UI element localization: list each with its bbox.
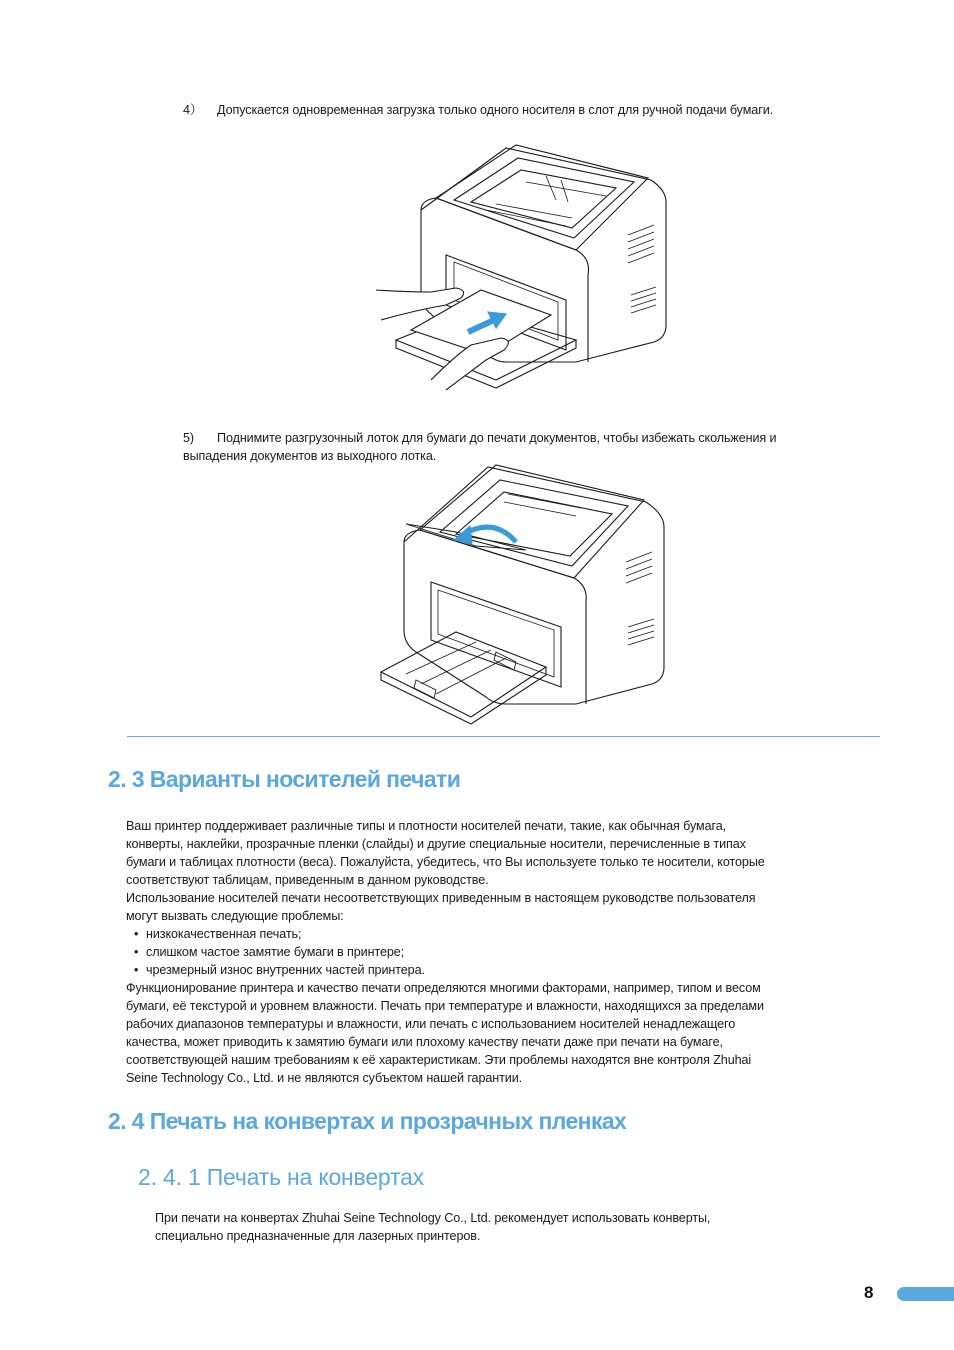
paragraph-line: бумаги и таблицах плотности (веса). Пожалуйста, убедитесь, что Вы используете только те носители, которые xyxy=(126,855,765,869)
section-2-4-1-body xyxy=(155,1209,855,1245)
step-4-text: Допускается одновременная загрузка только одного носителя в слот для ручной подачи бумаги. xyxy=(217,103,774,117)
section-2-3-heading: 2. 3 Варианты носителей печати xyxy=(108,766,461,792)
paragraph-line: конверты, наклейки, прозрачные пленки (слайды) и другие специальные носители, перечисленные в типах xyxy=(126,837,746,851)
paragraph-line: Ваш принтер поддерживает различные типы и плотности носителей печати, такие, как обычная бумага, xyxy=(126,819,727,833)
page-number: 8 xyxy=(864,1283,874,1302)
paragraph-line: специально предназначенные для лазерных принтеров. xyxy=(155,1229,481,1243)
paragraph-line: При печати на конвертах Zhuhai Seine Technology Co., Ltd. рекомендует использовать конверты, xyxy=(155,1211,711,1225)
paragraph-line: бумаги, её текстурой и уровнем влажности. Печать при температуре и влажности, находящихся за пределами xyxy=(126,999,764,1013)
section-2-4-1-heading: 2. 4. 1 Печать на конвертах xyxy=(138,1164,424,1190)
paragraph-line: могут вызвать следующие проблемы: xyxy=(126,909,344,923)
section-2-4-heading: 2. 4 Печать на конвертах и прозрачных пленках xyxy=(108,1108,627,1134)
paragraph-line: Seine Technology Co., Ltd. и не являются субъектом нашей гарантии. xyxy=(126,1071,523,1085)
bullet-icon: • xyxy=(134,927,139,941)
bullet-icon: • xyxy=(134,945,139,959)
step-5-text-line-1: Поднимите разгрузочный лоток для бумаги до печати документов, чтобы избежать скольжения и xyxy=(217,431,777,445)
printer-output-tray-illustration xyxy=(376,462,676,724)
step-5-number: 5) xyxy=(183,431,194,445)
bullet-item: • слишком частое замятие бумаги в принтере; xyxy=(134,945,405,959)
step-4 xyxy=(183,101,883,119)
step-5-text-line-2: выпадения документов из выходного лотка. xyxy=(183,449,437,463)
bullet-item: • чрезмерный износ внутренних частей принтера. xyxy=(134,963,425,977)
paragraph-line: соответствуют таблицам, приведенным в данном руководстве. xyxy=(126,873,489,887)
step-5 xyxy=(183,429,883,465)
section-divider xyxy=(127,736,880,737)
paragraph-line: Использование носителей печати несоответствующих приведенным в настоящем руководстве пользователя xyxy=(126,891,756,905)
paragraph-line: Функционирование принтера и качество печати определяются многими факторами, например, типом и весом xyxy=(126,981,761,995)
step-4-number: 4） xyxy=(183,103,203,117)
bullet-item: • низкокачественная печать; xyxy=(134,927,302,941)
bullet-icon: • xyxy=(134,963,139,977)
paragraph-line: соответствующей нашим требованиям к её характеристикам. Эти проблемы находятся вне контроля Zhuhai xyxy=(126,1053,752,1067)
paragraph-line: качества, может приводить к замятию бумаги или плохому качеству печати даже при печати на бумаге, xyxy=(126,1035,723,1049)
page-tab-marker xyxy=(897,1287,954,1301)
paragraph-line: рабочих диапазонов температуры и влажности, или печать с использованием носителей ненадлежащего xyxy=(126,1017,736,1031)
section-2-3-body xyxy=(126,817,876,1087)
printer-manual-feed-illustration xyxy=(376,140,676,390)
